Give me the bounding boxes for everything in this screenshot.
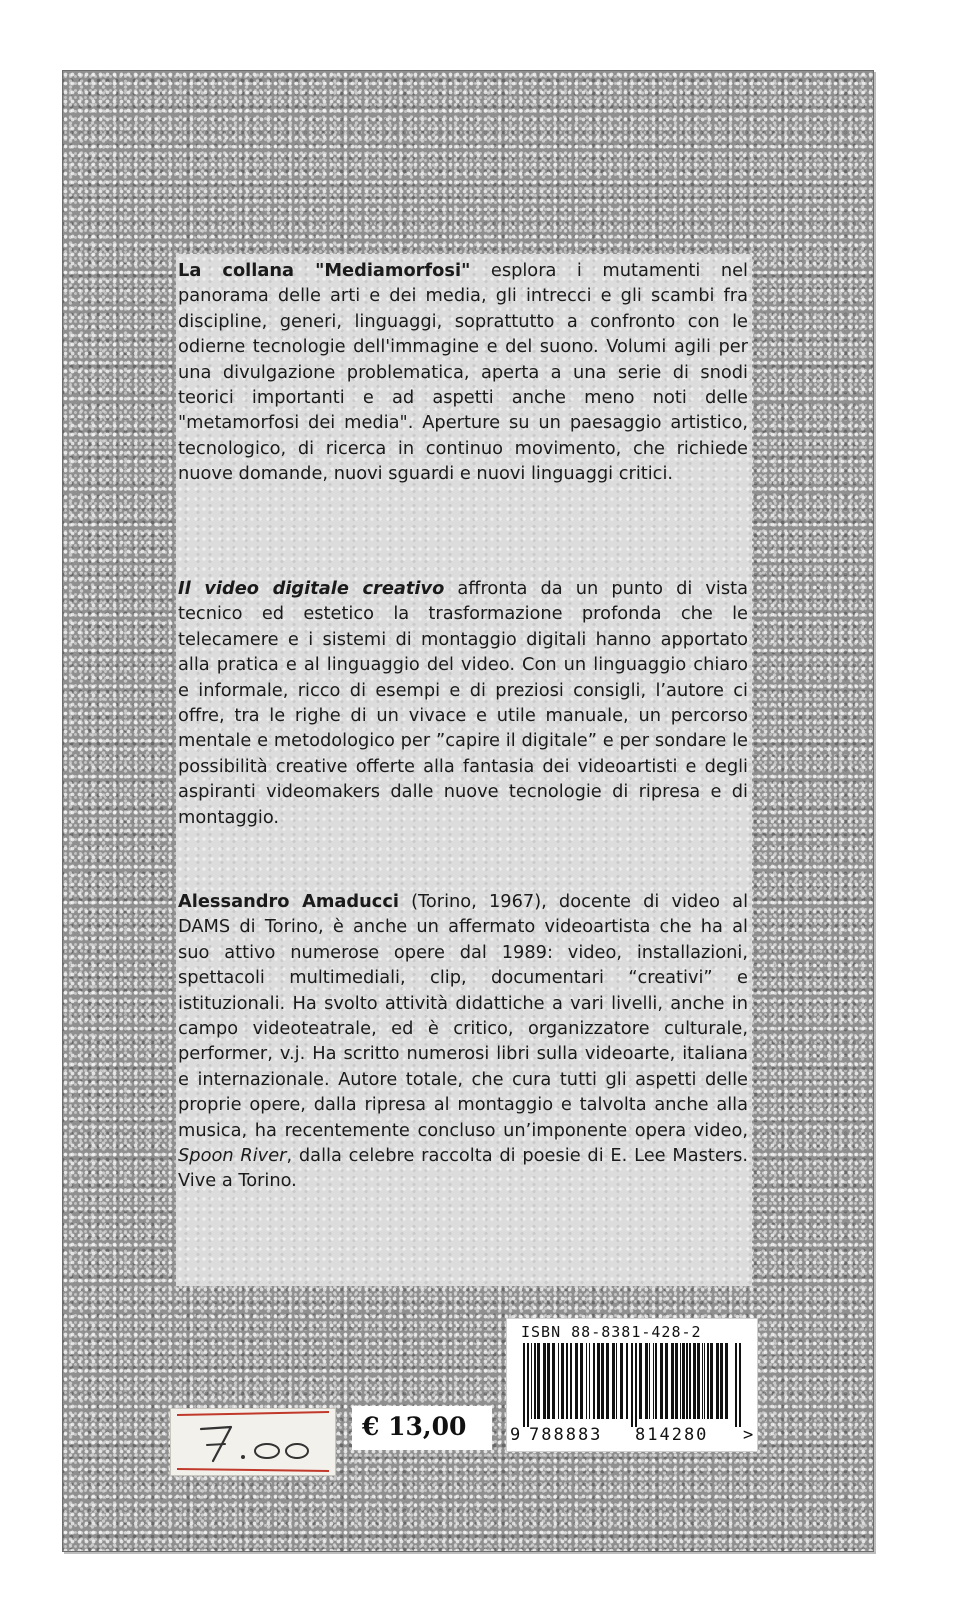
barcode-bar [682, 1343, 685, 1419]
author-bio [178, 889, 748, 1194]
ean-right-group: 814280 [635, 1425, 709, 1445]
price-sticker [170, 1408, 336, 1476]
handwriting-zero-1 [255, 1444, 279, 1458]
barcode-bar [649, 1343, 650, 1419]
barcode-bar [655, 1343, 657, 1419]
barcode-bar [697, 1343, 700, 1419]
barcode-bar [739, 1343, 741, 1427]
barcode-bar [570, 1343, 572, 1419]
barcode-bar [597, 1343, 600, 1419]
barcode-bar [589, 1343, 590, 1419]
barcode-bar [575, 1343, 578, 1419]
barcode-bar [631, 1343, 633, 1427]
author-work-title: Spoon River [178, 1145, 287, 1167]
sticker-red-line-bottom [177, 1469, 329, 1471]
barcode-bar [693, 1343, 696, 1419]
barcode-digits [507, 1425, 757, 1449]
barcode-bar [689, 1343, 691, 1419]
series-text: esplora i mutamenti nel panorama delle arti e dei media, gli intrecci e gli scambi fra discipline, generi, linguaggi, soprattutto a confronto con le odierne tecnologie dell'immagine e del suono. Volumi agili per una divulgazione problematica, aperta a una serie di snodi teorici importanti e ad aspetti anche meno noti delle "metamorfosi dei media". Aperture su un paesaggio artistico, tecnologico, di ricerca in continuo movimento, che richiede nuove domande, nuovi sguardi e nuovi linguaggi critici. [178, 260, 749, 485]
barcode-bar [527, 1343, 529, 1427]
barcode-bar [552, 1343, 555, 1419]
barcode-bar [601, 1343, 604, 1419]
handwriting-zero-2 [286, 1444, 308, 1458]
author-text-2: , dalla celebre raccolta di poesie di E. Lee Masters. Vive a Torino. [178, 1145, 748, 1192]
barcode-bar [593, 1343, 595, 1419]
barcode-bar [639, 1343, 642, 1419]
barcode-bar [537, 1343, 540, 1419]
barcode-bar [558, 1343, 559, 1419]
barcode-bar [561, 1343, 564, 1419]
barcode-bar [586, 1343, 587, 1419]
barcode-bar [566, 1343, 568, 1419]
barcode-bar [720, 1343, 723, 1419]
barcode-bar [612, 1343, 615, 1419]
barcode-bar [686, 1343, 688, 1419]
barcode-bar [680, 1343, 681, 1419]
author-text-1: (Torino, 1967), docente di video al DAMS di Torino, è anche un affermato videoartista che ha al suo attivo numerose opere dal 1989: video, installazioni, spettacoli multimediali, clip, documentari “creativi” e istituzionali. Ha svolto attività didattiche a vari livelli, anche in campo videoteatrale, ed è critico, organizzatore culturale, performer, v.j. Ha scritto numerosi libri sulla videoarte, italiana e internazionale. Autore totale, che cura tutti gli aspetti delle proprie opere, dalla ripresa al montaggio e talvolta anche alla musica, ha recentemente concluso un’imponente opera video, [178, 891, 749, 1141]
barcode-bar [710, 1343, 713, 1419]
barcode-bar [606, 1343, 609, 1419]
ean-lead-digit: 9 [510, 1425, 521, 1445]
barcode-bar [675, 1343, 678, 1419]
barcode-bar [645, 1343, 648, 1419]
barcode-bar [531, 1343, 532, 1419]
barcode-bar [580, 1343, 583, 1419]
book-description [178, 576, 748, 830]
barcode-bar [616, 1343, 617, 1419]
barcode-bar [547, 1343, 550, 1419]
ean-quiet-zone-arrow: > [743, 1425, 754, 1445]
book-title: Il video digitale creativo [178, 578, 445, 599]
ean-left-group: 788883 [529, 1425, 603, 1445]
barcode-bar [671, 1343, 674, 1419]
barcode-bar [653, 1343, 654, 1419]
book-text: affronta da un punto di vista tecnico ed estetico la trasformazione profonda che le telecamere e i sistemi di montaggio digitali hanno apportato alla pratica e al linguaggio del video. Con un linguaggio chiaro e informale, ricco di esempi e di preziosi consigli, l’autore ci offre, tra le righe di un vivace e utile manuale, un percorso mentale e metodologico per ”capire il digitale” e per sondare le possibilità creative offerte alla fantasia dei videoartisti e degli aspiranti videomakers dalle nuove tecnologie di ripresa e di montaggio. [178, 578, 749, 828]
price-tag [352, 1406, 492, 1450]
barcode-bar [707, 1343, 709, 1419]
series-description [178, 258, 748, 487]
barcode-bar [665, 1343, 668, 1419]
barcode-bar [735, 1343, 737, 1427]
barcode-bar [716, 1343, 719, 1419]
barcode-bar [660, 1343, 663, 1419]
barcode-bar [534, 1343, 536, 1419]
barcode-bar [702, 1343, 703, 1419]
price-label: € 13,00 [362, 1412, 467, 1441]
barcode-bar [523, 1343, 525, 1427]
sticker-red-line-top [177, 1412, 329, 1415]
barcode-bar [725, 1343, 728, 1419]
handwriting-seven-bar [207, 1444, 225, 1445]
barcode-bar [704, 1343, 705, 1419]
handwritten-price [171, 1409, 335, 1475]
isbn-number: ISBN 88-8381-428-2 [521, 1323, 702, 1341]
author-name: Alessandro Amaducci [178, 891, 399, 912]
handwriting-decimal-point [241, 1455, 245, 1459]
series-name: La collana "Mediamorfosi" [178, 260, 471, 281]
barcode-bar [543, 1343, 546, 1419]
barcode-bar [635, 1343, 637, 1427]
barcode-bars [521, 1343, 745, 1427]
barcode-bar [626, 1343, 628, 1419]
barcode-label [506, 1318, 758, 1452]
barcode-bar [620, 1343, 623, 1419]
